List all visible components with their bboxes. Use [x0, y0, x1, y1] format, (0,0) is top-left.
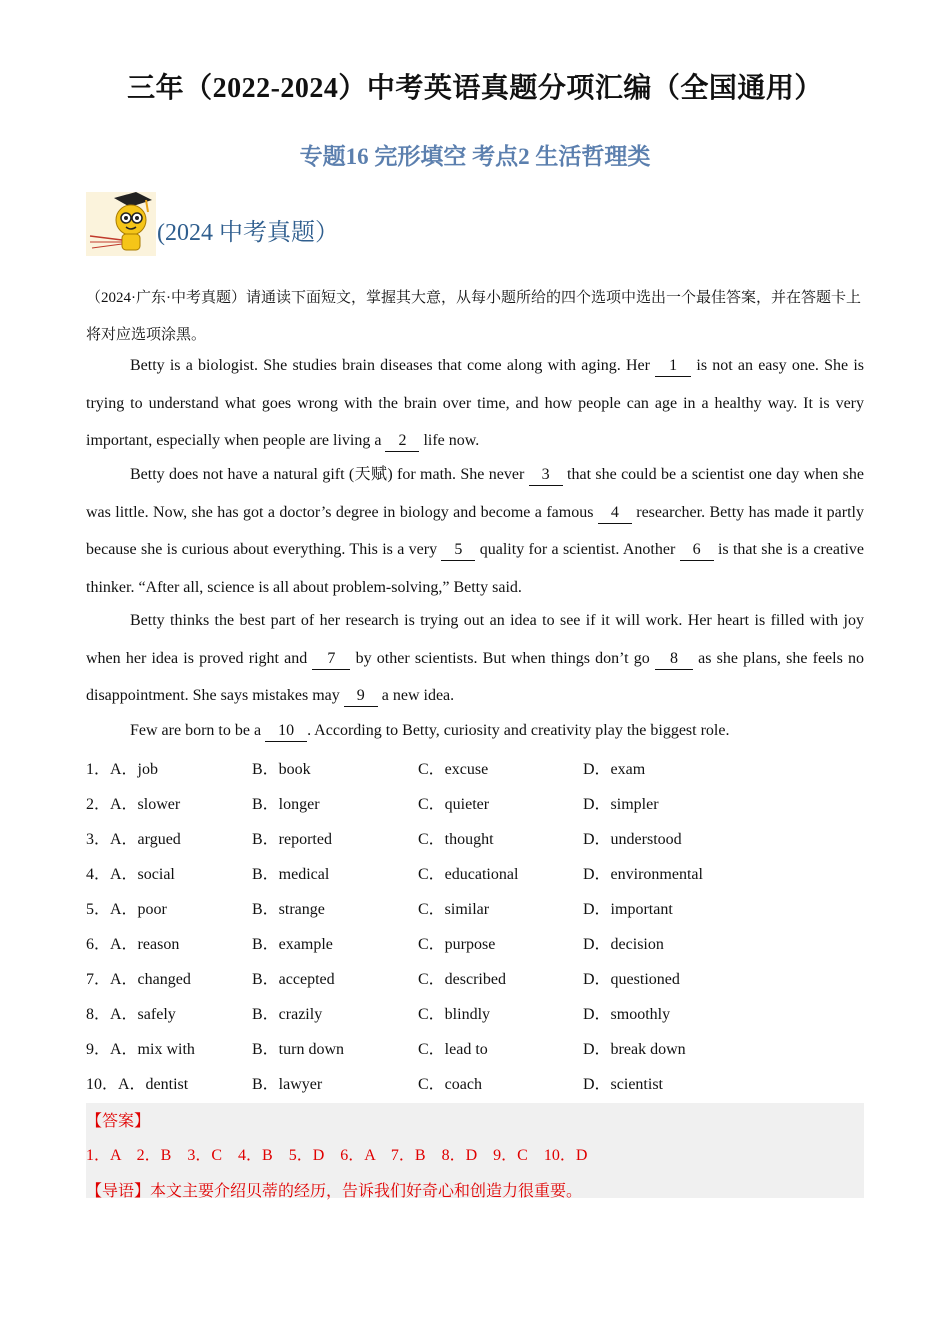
option-b: B．longer — [252, 796, 320, 813]
blank-8: 8 — [655, 649, 693, 670]
question-row-1 — [86, 756, 864, 780]
option-b: B．lawyer — [252, 1076, 323, 1093]
option-d: D．break down — [583, 1041, 686, 1058]
option-c: C．quieter — [418, 796, 490, 813]
question-row-3 — [86, 826, 864, 850]
option-b: B．book — [252, 761, 311, 778]
question-row-6 — [86, 931, 864, 955]
option-a: 5．A．poor — [86, 901, 167, 918]
question-row-10 — [86, 1071, 864, 1095]
option-c: C．excuse — [418, 761, 489, 778]
blank-5: 5 — [441, 540, 475, 561]
question-row-9 — [86, 1036, 864, 1060]
document-subtitle: 专题16 完形填空 考点2 生活哲理类 — [299, 144, 651, 169]
option-d: D．important — [583, 901, 673, 918]
option-c: C．blindly — [418, 1006, 491, 1023]
option-c: C．educational — [418, 866, 519, 883]
option-a: 7．A．changed — [86, 971, 191, 988]
document-title: 三年（2022-2024）中考英语真题分项汇编（全国通用） — [127, 73, 823, 104]
option-a: 4．A．social — [86, 866, 175, 883]
option-a: 1．A．job — [86, 761, 159, 778]
option-c: C．described — [418, 971, 506, 988]
option-c: C．purpose — [418, 936, 496, 953]
blank-10: 10 — [265, 721, 307, 742]
question-row-8 — [86, 1001, 864, 1025]
passage-paragraph-1: Betty is a biologist. She studies brain diseases that come along with aging. Her 1 is not an easy one. She is trying to understand what goes wrong with the brain over time, and how people can age in a healthy way. It is very important, especially when people are living a 2 life now. — [86, 347, 864, 460]
blank-1: 1 — [655, 356, 691, 377]
option-b: B．accepted — [252, 971, 335, 988]
blank-4: 4 — [598, 503, 632, 524]
passage-paragraph-4: Few are born to be a 10 . According to Betty, curiosity and creativity play the biggest role. — [86, 712, 864, 750]
passage-paragraph-3: Betty thinks the best part of her research is trying out an idea to see if it will work. Her heart is filled with joy when her idea is proved right and 7 by other scientists. But when things don’t go 8 as she plans, she feels no disappointment. She says mistakes may 9 a new idea. — [86, 602, 864, 715]
option-b: B．turn down — [252, 1041, 345, 1058]
option-d: D．exam — [583, 761, 646, 778]
option-b: B．medical — [252, 866, 330, 883]
passage-paragraph-2: Betty does not have a natural gift (天赋) for math. She never 3 that she could be a scientist one day when she was little. Now, she has got a doctor’s degree in biology and become a famous 4 researcher. Betty has made it partly because she is curious about everything. This is a very 5 quality for a scientist. Another 6 is that she is a creative thinker. “After all, science is all about problem-solving,” Betty said. — [86, 466, 865, 596]
option-a: 6．A．reason — [86, 936, 180, 953]
option-c: C．lead to — [418, 1041, 488, 1058]
answer-keys: 1．A 2．B 3．C 4．B 5．D 6．A 7．B 8．D 9．C 10．D — [86, 1147, 588, 1164]
question-row-2 — [86, 791, 864, 815]
option-b: B．reported — [252, 831, 332, 848]
option-a: 10．A．dentist — [86, 1076, 189, 1093]
question-row-7 — [86, 966, 864, 990]
blank-6: 6 — [680, 540, 714, 561]
option-a: 8．A．safely — [86, 1006, 176, 1023]
option-a: 2．A．slower — [86, 796, 181, 813]
question-row-5 — [86, 896, 864, 920]
option-d: D．understood — [583, 831, 682, 848]
instructions: （2024·广东·中考真题）请通读下面短文，掌握其大意，从每小题所给的四个选项中选出一个最佳答案，并在答题卡上将对应选项涂黑。 — [86, 290, 861, 343]
option-d: D．scientist — [583, 1076, 663, 1093]
option-d: D．decision — [583, 936, 664, 953]
option-a: 9．A．mix with — [86, 1041, 195, 1058]
option-d: D．simpler — [583, 796, 659, 813]
option-d: D．environmental — [583, 866, 703, 883]
option-b: B．example — [252, 936, 333, 953]
option-c: C．similar — [418, 901, 490, 918]
option-b: B．strange — [252, 901, 325, 918]
answer-guide: 【导语】本文主要介绍贝蒂的经历，告诉我们好奇心和创造力很重要。 — [86, 1183, 583, 1200]
blank-2: 2 — [385, 431, 419, 452]
blank-7: 7 — [312, 649, 350, 670]
option-d: D．smoothly — [583, 1006, 671, 1023]
question-row-4 — [86, 861, 864, 885]
option-c: C．thought — [418, 831, 494, 848]
blank-3: 3 — [529, 465, 563, 486]
option-b: B．crazily — [252, 1006, 323, 1023]
cartoon-teacher-icon — [86, 192, 156, 256]
option-a: 3．A．argued — [86, 831, 181, 848]
blank-9: 9 — [344, 686, 378, 707]
option-d: D．questioned — [583, 971, 680, 988]
answer-label: 【答案】 — [86, 1113, 151, 1130]
section-label: (2024 中考真题） — [157, 220, 339, 246]
option-c: C．coach — [418, 1076, 482, 1093]
